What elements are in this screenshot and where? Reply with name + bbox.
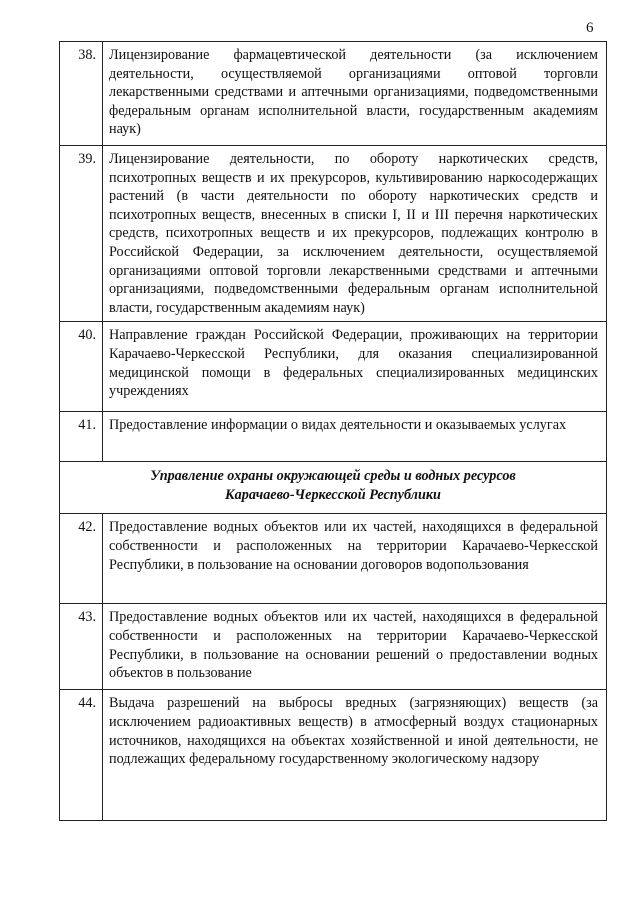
table-row: [60, 514, 607, 604]
row-text: Лицензирование деятельности, по обороту наркотических средств, психотропных веществ и их прекурсоров, культивированию наркосодержащих растений (в части деятельности по обороту наркотических средств и психотропных веществ, внесенных в списки I, II и III перечня наркотических средств, психотропных веществ и их прекурсоров, подлежащих контролю в Российской Федерации, за исключением деятельности, осуществляемой организациями оптовой торговли лекарственными средствами и аптечными организациями, подведомственными федеральным органам исполнительной власти, государственным академиям наук): [103, 146, 607, 322]
services-table: [59, 41, 607, 821]
table-row: [60, 604, 607, 690]
row-number: 41.: [60, 412, 103, 462]
row-number: 40.: [60, 322, 103, 412]
row-number: 38.: [60, 42, 103, 146]
section-header-row: [60, 462, 607, 514]
row-number: 42.: [60, 514, 103, 604]
section-title-line-1: Управление охраны окружающей среды и водных ресурсов: [150, 468, 516, 485]
row-number: 39.: [60, 146, 103, 322]
row-text: Предоставление водных объектов или их частей, находящихся в федеральной собственности и расположенных на территории Карачаево-Черкесской Республики, в пользование на основании решений о предоставлении водных объектов в пользование: [103, 604, 607, 690]
row-number: 44.: [60, 690, 103, 821]
row-text: Лицензирование фармацевтической деятельности (за исключением деятельности, осуществляемой организациями оптовой торговли лекарственными средствами и аптечными организациями, подведомственными федеральным органам исполнительной власти, государственным академиям наук): [103, 42, 607, 146]
row-text: Выдача разрешений на выбросы вредных (загрязняющих) веществ (за исключением радиоактивных веществ) в атмосферный воздух стационарных источников, находящихся на объектах хозяйственной и иной деятельности, не подлежащих федеральному государственному экологическому надзору: [103, 690, 607, 821]
table-row: [60, 322, 607, 412]
row-text: Предоставление водных объектов или их частей, находящихся в федеральной собственности и расположенных на территории Карачаево-Черкесской Республики, в пользование на основании договоров водопользования: [103, 514, 607, 604]
row-number: 43.: [60, 604, 103, 690]
table-row: [60, 412, 607, 462]
table-row: [60, 146, 607, 322]
section-title: [60, 462, 607, 514]
section-title-line-2: Карачаево-Черкесской Республики: [225, 486, 441, 503]
row-text: Направление граждан Российской Федерации, проживающих на территории Карачаево-Черкесской Республики, для оказания специализированной медицинской помощи в федеральных специализированных медицинских учреждениях: [103, 322, 607, 412]
row-text: Предоставление информации о видах деятельности и оказываемых услугах: [103, 412, 607, 462]
page-number: 6: [586, 20, 594, 36]
table-row: [60, 690, 607, 821]
table-row: [60, 42, 607, 146]
